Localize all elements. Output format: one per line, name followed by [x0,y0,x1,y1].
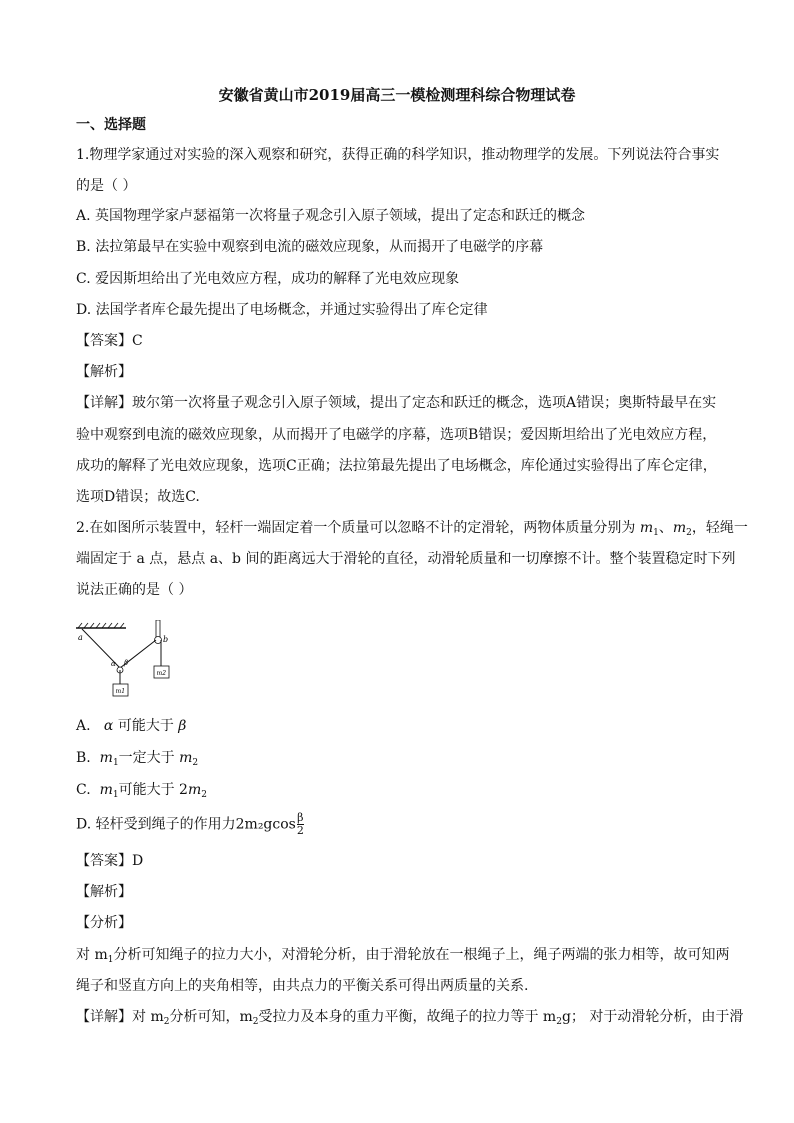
beta-over-2-fraction: $\frac{\beta}{2}$ [296,811,304,837]
q2-option-d: D. 轻杆受到绳子的作用力2m₂gcos $\frac{\beta}{2}$ [76,811,304,837]
q2-fenxi-line1: 对 $m_1$分析可知绳子的拉力大小，对滑轮分析，由于滑轮放在一根绳子上，绳子两端的张力相等，故可知两 [76,947,730,965]
q2-stem-line2: 端固定于 a 点，悬点 a、b 间的距离远大于滑轮的直径，动滑轮质量和一切摩擦不计。整个装置稳定时下列 [76,551,736,567]
label-beta: β [124,659,129,667]
q2-fenxi-line2: 绳子和竖直方向上的夹角相等，由共点力的平衡关系可得出两质量的关系. [76,978,529,994]
q2-detail-line1: 【详解】对 $m_2$分析可知，$m_2$受拉力及本身的重力平衡，故绳子的拉力等于 $m_2g$； 对于动滑轮分析，由于滑 [76,1009,744,1027]
label-m1: m1 [115,688,126,695]
q1-detail-line2: 验中观察到电流的磁效应现象，从而揭开了电磁学的序幕，选项B错误；爱因斯坦给出了光电效应方程， [76,427,717,443]
q1-option-b: B. 法拉第最早在实验中观察到电流的磁效应现象，从而揭开了电磁学的序幕 [76,239,544,255]
q1-option-c: C. 爱因斯坦给出了光电效应方程，成功的解释了光电效应现象 [76,271,460,287]
q2-option-b: B. $m_1$一定大于 $m_2$ [76,750,199,768]
pulley-diagram [74,620,194,705]
q2-option-c: C. $m_1$可能大于 $2m_2$ [76,782,207,800]
q2-option-a: A. α 可能大于 β [76,718,187,734]
q2-stem-line3: 说法正确的是（ ） [76,582,193,598]
q2-fenxi-label: 【分析】 [76,915,132,931]
q1-detail-line4: 选项D错误；故选C. [76,489,200,505]
q2-stem-line1: 2.在如图所示装置中，轻杆一端固定着一个质量可以忽略不计的定滑轮，两物体质量分别为 $m_1$、$m_2$，轻绳一 [76,520,748,538]
label-alpha: α [111,660,116,668]
q2-answer: 【答案】D [76,853,144,869]
label-a: a [78,633,83,642]
q1-option-a: A. 英国物理学家卢瑟福第一次将量子观念引入原子领域，提出了定态和跃迁的概念 [76,208,586,224]
q1-stem-line2: 的是（ ） [76,178,137,194]
q1-answer: 【答案】C [76,333,143,349]
q1-detail-line3: 成功的解释了光电效应现象，选项C正确；法拉第最先提出了电场概念，库伦通过实验得出了库仑定律， [76,458,717,474]
q1-stem-line1: 1.物理学家通过对实验的深入观察和研究，获得正确的科学知识，推动物理学的发展。下列说法符合事实 [76,147,720,163]
label-b: b [163,635,169,644]
section-heading: 一、选择题 [76,117,146,133]
q2-analysis-label: 【解析】 [76,884,132,900]
label-m2: m2 [156,670,167,677]
q1-option-d: D. 法国学者库仑最先提出了电场概念，并通过实验得出了库仑定律 [76,302,488,318]
document-title: 安徽省黄山市2019届高三一模检测理科综合物理试卷 [218,86,576,104]
q1-analysis-label: 【解析】 [76,364,132,380]
q1-detail-line1: 【详解】玻尔第一次将量子观念引入原子领域，提出了定态和跃迁的概念，选项A错误；奥斯特最早在实 [76,395,717,411]
